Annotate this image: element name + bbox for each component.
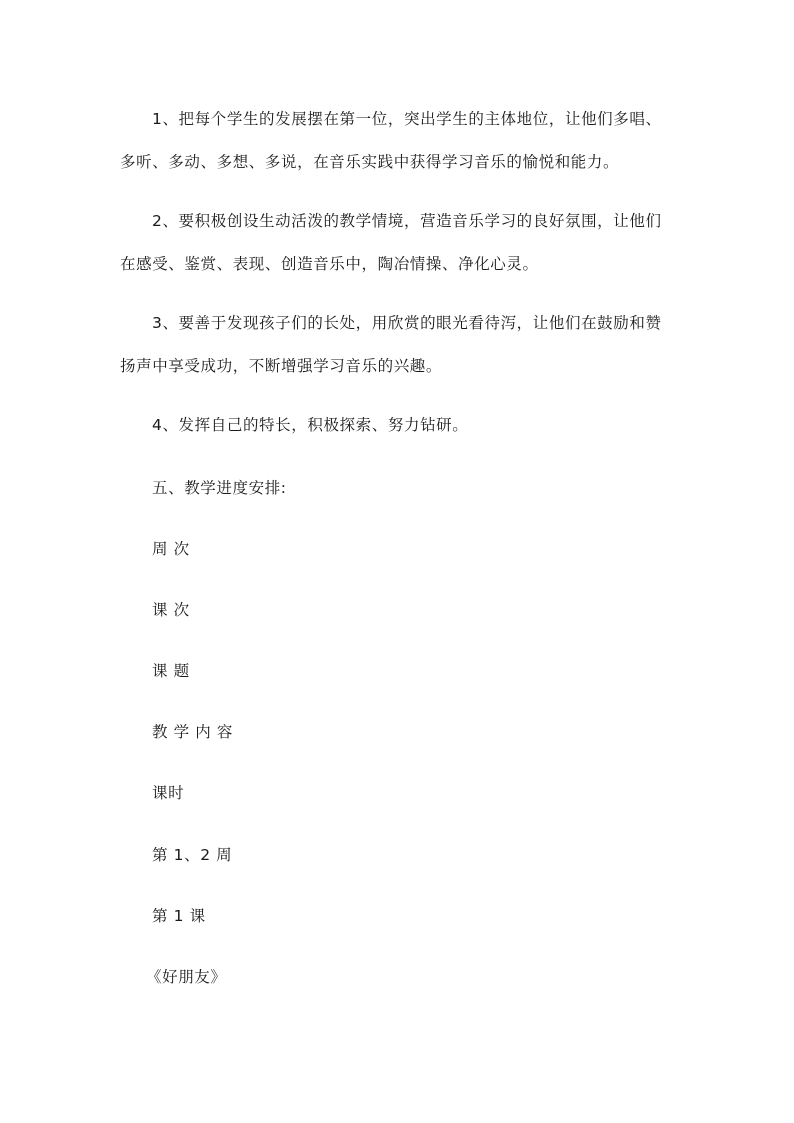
table-line-week: 周 次 [152, 540, 190, 558]
paragraph-1: 1、把每个学生的发展摆在第一位，突出学生的主体地位，让他们多唱、多听、多动、多想、多说，在音乐实践中获得学习音乐的愉悦和能力。 [120, 110, 662, 171]
table-line-lesson-value: 第 1 课 [152, 907, 206, 925]
paragraph-2: 2、要积极创设生动活泼的教学情境，营造音乐学习的良好氛围，让他们在感受、鉴赏、表现、创造音乐中，陶冶情操、净化心灵。 [120, 212, 662, 273]
table-line-hours: 课时 [152, 784, 185, 802]
paragraph-4: 4、发挥自己的特长，积极探索、努力钻研。 [152, 416, 469, 434]
section-heading: 五、教学进度安排: [152, 479, 287, 497]
table-line-topic: 课 题 [152, 662, 190, 680]
table-line-content: 教 学 内 容 [152, 723, 233, 741]
table-line-week-value: 第 1、2 周 [152, 846, 233, 864]
table-line-song-title: 《好朋友》 [146, 968, 227, 986]
table-line-lesson-number: 课 次 [152, 601, 190, 619]
paragraph-3: 3、要善于发现孩子们的长处，用欣赏的眼光看待泻，让他们在鼓励和赞扬声中享受成功，不断增强学习音乐的兴趣。 [120, 314, 662, 375]
